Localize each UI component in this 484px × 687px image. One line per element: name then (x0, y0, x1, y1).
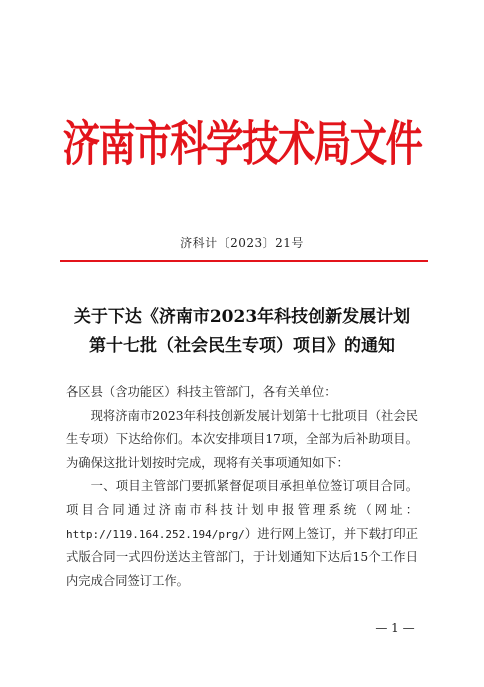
paragraph-2 (66, 475, 418, 593)
system-url: http://119.164.252.194/prg/ (66, 527, 245, 541)
notice-title (40, 303, 444, 361)
paragraph-2-text-b: ）进行网上签订，并下载打印正式版合同一式四份送达主管部门，于计划通知下达后15个工作日内完成合同签订工作。 (66, 526, 418, 588)
document-number: 济科计〔2023〕21号 (180, 236, 304, 250)
red-divider-line (60, 260, 428, 262)
notice-title-line-1: 关于下达《济南市2023年科技创新发展计划 (73, 307, 411, 327)
paragraph-1: 现将济南市2023年科技创新发展计划第十七批项目（社会民生专项）下达给你们。本次安排项目17项，全部为后补助项目。为确保这批计划按时完成，现将有关事项通知如下： (66, 408, 418, 470)
notice-body (66, 381, 418, 593)
salutation: 各区县（含功能区）科技主管部门，各有关单位： (66, 385, 337, 399)
notice-title-line-2: 第十七批（社会民生专项）项目》的通知 (89, 336, 395, 356)
masthead-title: 济南市科学技术局文件 (62, 116, 422, 172)
page-number: — 1 — (375, 621, 415, 635)
paragraph-2-text-a: 一、项目主管部门要抓紧督促项目承担单位签订项目合同。项目合同通过济南市科技计划申报管理系统（网址： (66, 479, 418, 517)
